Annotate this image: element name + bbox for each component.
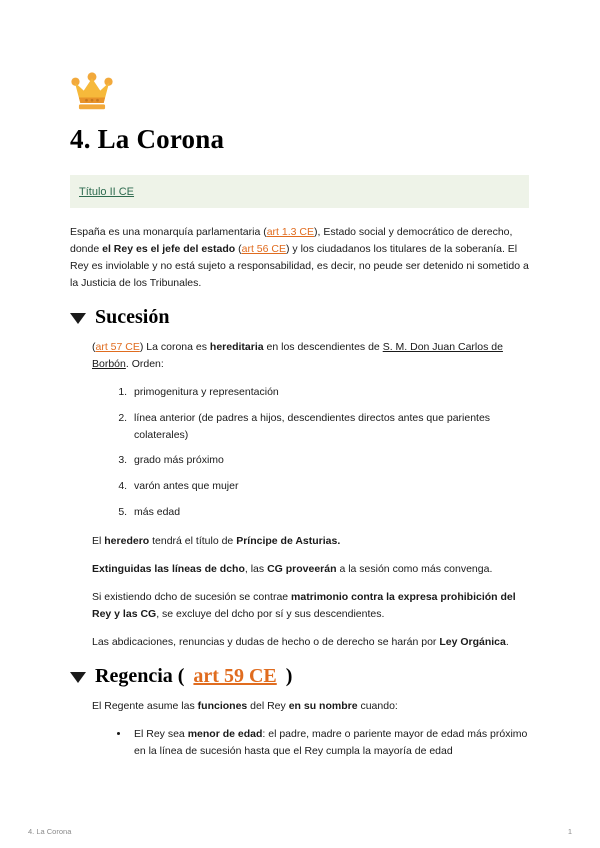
bold-ley-organica: Ley Orgánica	[439, 635, 506, 648]
list-item: 2. línea anterior (de padres a hijos, descendientes directos antes que parientes colaterales)	[130, 410, 530, 444]
bold-en-su-nombre: en su nombre	[288, 699, 358, 712]
section-heading-label: Regencia (	[95, 664, 185, 687]
section-heading-label: Sucesión	[95, 306, 170, 328]
page-footer	[0, 814, 600, 848]
regencia-bullet-list	[92, 726, 530, 760]
bold-matrimonio-prohibicion: matrimonio contra la expresa prohibición del Rey y las CG	[92, 590, 516, 620]
bold-heredero: heredero	[104, 534, 150, 547]
section-heading-tail: )	[285, 664, 293, 687]
page-title: 4. La Corona	[70, 124, 225, 154]
list-item: 3. grado más próximo	[130, 452, 530, 469]
section-body-sucesion	[92, 339, 530, 651]
bold-extinguidas: Extinguidas las líneas de dcho	[92, 562, 245, 575]
bold-menor-de-edad: menor de edad	[187, 727, 263, 740]
triangle-down-icon[interactable]	[70, 313, 86, 324]
sucesion-ordered-list	[92, 384, 530, 521]
intro-paragraph: España es una monarquía parlamentaria (art 1.3 CE), Estado social y democrático de derecho, donde el Rey es el jefe del estado (art 56 CE) y los ciudadanos los titulares de la soberanía. El Rey es inviolable y no está sujeto a responsabilidad, es decir, no peude ser detenido ni sometido a la Justicia de los Tribunales.	[70, 226, 529, 289]
list-item: 4. varón antes que mujer	[130, 478, 530, 495]
bold-cg-proveeran: CG proveerán	[267, 562, 337, 575]
regencia-paragraph-1: El Regente asume las funciones del Rey en su nombre cuando:	[92, 699, 398, 712]
footer-left-label: 4. La Corona	[28, 826, 72, 836]
list-item: 1. primogenitura y representación	[130, 384, 530, 401]
bold-principe-asturias: Príncipe de Asturias.	[236, 534, 341, 547]
underline-juan-carlos: S. M. Don Juan Carlos de Borbón	[92, 341, 503, 370]
sucesion-paragraph-extinguidas: Extinguidas las líneas de dcho, las CG proveerán a la sesión como más convenga.	[92, 562, 493, 575]
section-body-regencia	[92, 698, 530, 760]
sucesion-paragraph-1: (art 57 CE) La corona es hereditaria en los descendientes de S. M. Don Juan Carlos de Borbón. Orden:	[92, 341, 503, 370]
bold-hereditaria: hereditaria	[209, 341, 264, 353]
link-art-56-ce[interactable]: art 56 CE	[241, 243, 286, 255]
section-heading-sucesion[interactable]	[70, 306, 530, 329]
crown-icon	[70, 70, 114, 114]
sucesion-paragraph-heredero: El heredero tendrá el título de Príncipe de Asturias.	[92, 534, 341, 547]
bold-funciones: funciones	[197, 699, 248, 712]
callout-titulo-ii	[70, 175, 529, 208]
link-art-57-ce[interactable]: art 57 CE	[95, 341, 140, 353]
list-item: 5. más edad	[130, 504, 530, 521]
link-art-59-ce[interactable]: art 59 CE	[193, 664, 277, 687]
sucesion-paragraph-matrimonio: Si existiendo dcho de sucesión se contrae matrimonio contra la expresa prohibición del Rey y las CG, se excluye del dcho por sí y sus descendientes.	[92, 590, 516, 620]
sucesion-paragraph-abdicaciones: Las abdicaciones, renuncias y dudas de hecho o de derecho se harán por Ley Orgánica.	[92, 635, 509, 648]
intro-bold-jefe-estado: el Rey es el jefe del estado	[102, 243, 236, 255]
callout-link[interactable]: Título II CE	[79, 186, 135, 198]
triangle-down-icon[interactable]	[70, 672, 86, 683]
section-heading-regencia[interactable]	[70, 665, 530, 688]
footer-page-number: 1	[567, 826, 572, 836]
link-art-1-3-ce[interactable]: art 1.3 CE	[266, 226, 314, 238]
list-item: • El Rey sea menor de edad: el padre, madre o pariente mayor de edad más próximo en la línea de sucesión hasta que el Rey cumpla la mayoría de edad	[130, 726, 530, 760]
